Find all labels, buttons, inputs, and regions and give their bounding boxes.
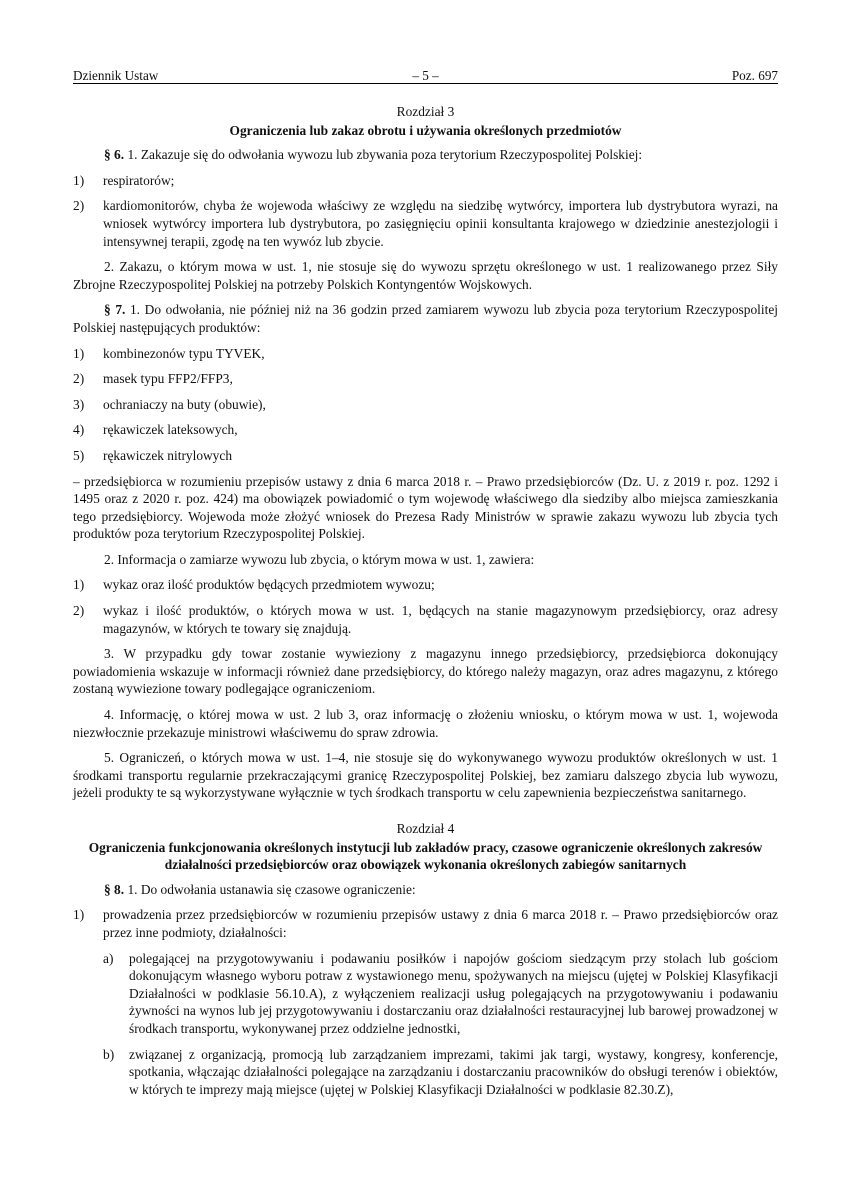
section-6-mark: § 6. — [104, 147, 125, 163]
section-7-para-2: 2. Informacja o zamiarze wywozu lub zbycia, o którym mowa w ust. 1, zawiera: — [104, 551, 535, 567]
section-6-para-2: 2. Zakazu, o którym mowa w ust. 1, nie stosuje się do wywozu sprzętu określonego w ust. 1 realizowanego przez Siły Zbrojne Rzeczypospolitej Polskiej na potrzeby Polskich Kontyngentów Wojskowych. — [73, 259, 778, 292]
list-item: 2) masek typu FFP2/FFP3, — [73, 371, 233, 387]
sub-list-item: b) związanej z organizacją, promocją lub zarządzaniem imprezami, takimi jak targi, wystawy, kongresy, konferencje, spotkania, włączając działalności polegające na zarządzaniu i dostarczaniu pracowników do obsługi terenów i obiektów, w których te imprezy mają miejsce (ujętej w Polskiej Klasyfikacji Działalności w podklasie 82.30.Z), — [103, 1046, 778, 1097]
section-8-para-1: § 8. 1. Do odwołania ustanawia się czasowe ograniczenie: — [104, 881, 416, 897]
sub-list-item: a) polegającej na przygotowywaniu i podawaniu posiłków i napojów gościom siedzącym przy stolach lub gościom dokonującym własnego wyboru potraw z wystawionego menu, spożywanych na miejscu (ujętej w Polskiej Klasyfikacji Działalności w podklasie 56.10.A), z wyłączeniem realizacji usług polegających na przygotowywaniu i podawaniu żywności na wynos lub jej przygotowywaniu i dostarczaniu oraz działalności restauracyjnej lub barowej prowadzonej w środkach transportu, wykonywanej przez oddzielne jednostki, — [103, 950, 778, 1036]
position-number: Poz. 697 — [731, 68, 778, 83]
page-number: – 5 – — [412, 68, 439, 83]
section-7-mark: § 7. — [104, 302, 126, 318]
list-item: 2) wykaz i ilość produktów, o których mowa w ust. 1, będących na stanie magazynowym przedsiębiorcy, oraz adresy magazynów, w których te towary się znajdują. — [73, 603, 778, 636]
section-6-para-1: § 6. 1. Zakazuje się do odwołania wywozu lub zbywania poza terytorium Rzeczypospolitej Polskiej: — [104, 147, 643, 163]
journal-name: Dziennik Ustaw — [73, 68, 159, 83]
section-7-para-1-tail: – przedsiębiorca w rozumieniu przepisów ustawy z dnia 6 marca 2018 r. – Prawo przedsiębiorców (Dz. U. z 2019 r. poz. 1292 i 1495 oraz z 2020 r. poz. 424) ma obowiązek powiadomić o tym wojewodę właściwego dla siedziby albo miejsca zamieszkania tego przedsiębiorcy. Wojewoda może złożyć wniosek do Prezesa Rady Ministrów w sprawie zakazu wywozu lub zbycia tych produktów poza terytorium Rzeczypospolitej Polskiej. — [73, 473, 778, 542]
section-8-mark: § 8. — [104, 881, 125, 897]
list-item: 1) kombinezonów typu TYVEK, — [73, 345, 265, 361]
chapter-3-title: Ograniczenia lub zakaz obrotu i używania określonych przedmiotów — [229, 122, 622, 138]
list-item: 1) respiratorów; — [73, 172, 175, 188]
page-header — [73, 66, 778, 84]
list-item: 5) rękawiczek nitrylowych — [73, 447, 233, 463]
chapter-4-label: Rozdział 4 — [396, 821, 455, 836]
chapter-4-title: Ograniczenia funkcjonowania określonych instytucji lub zakładów pracy, czasowe ograniczenie określonych zakresów działalności przedsiębiorców oraz obowiązek wykonania określonych zabiegów sanitarnych — [88, 839, 763, 873]
list-item: 1) wykaz oraz ilość produktów będących przedmiotem wywozu; — [73, 577, 435, 593]
section-7-para-4: 4. Informację, o której mowa w ust. 2 lub 3, oraz informację o złożeniu wniosku, o którym mowa w ust. 1, wojewoda niezwłocznie przekazuje ministrowi właściwemu do spraw zdrowia. — [73, 707, 778, 740]
list-item: 3) ochraniaczy na buty (obuwie), — [73, 396, 266, 412]
list-item: 1) prowadzenia przez przedsiębiorców w rozumieniu przepisów ustawy z dnia 6 marca 2018 r. – Prawo przedsiębiorców oraz przez inne podmioty, działalności: — [73, 907, 778, 940]
section-7-para-3: 3. W przypadku gdy towar zostanie wywieziony z magazynu innego przedsiębiorcy, przedsiębiorca dokonujący powiadomienia wskazuje w informacji również dane przedsiębiorcy, do którego należy magazyn, oraz adres magazynu, z którego zostaną wywiezione towary podlegające ograniczeniom. — [73, 646, 778, 697]
section-7-para-5: 5. Ograniczeń, o których mowa w ust. 1–4, nie stosuje się do wykonywanego wywozu produktów określonych w ust. 1 środkami transportu regularnie przekraczającymi granicę Rzeczypospolitej Polskiej, bez zamiaru dalszego zbycia lub wywozu, jeżeli produkty te są wykorzystywane wyłącznie w tych środkach transportu w celu zapewnienia bezpieczeństwa sanitarnego. — [73, 750, 778, 801]
list-item: 2) kardiomonitorów, chyba że wojewoda właściwy ze względu na siedzibę wytwórcy, importera lub dystrybutora wyrazi, na wniosek wytwórcy importera lub dystrybutora, po zasięgnięciu opinii konsultanta krajowego w dziedzinie anestezjologii i intensywnej terapii, zgodę na ten wywóz lub zbycie. — [73, 198, 778, 249]
document-page — [73, 66, 778, 1098]
list-item: 4) rękawiczek lateksowych, — [73, 422, 238, 438]
section-7-para-1: § 7. 1. Do odwołania, nie później niż na 36 godzin przed zamiarem wywozu lub zbycia poza terytorium Rzeczypospolitej Polskiej następujących produktów: — [73, 302, 778, 335]
chapter-3-label: Rozdział 3 — [396, 104, 455, 119]
